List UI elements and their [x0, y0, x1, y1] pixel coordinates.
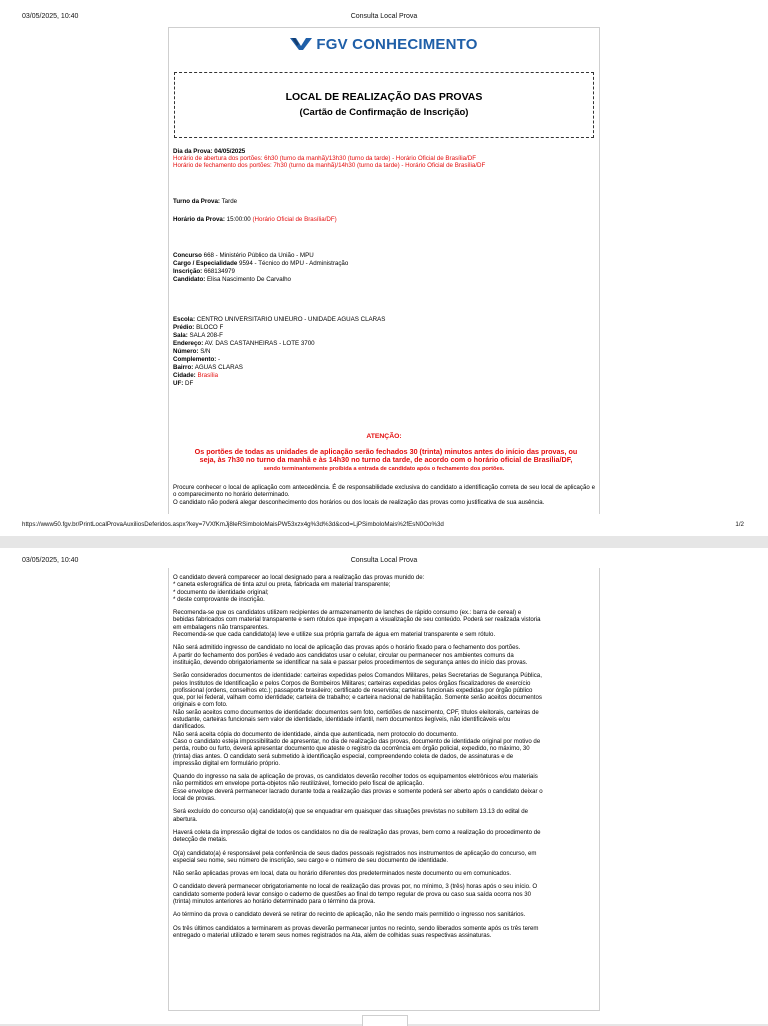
title-box	[174, 72, 594, 138]
page1-notice-paragraph	[173, 484, 595, 506]
gate-opening-time: Horário de abertura dos portões: 6h30 (turno da manhã)/13h30 (turno da tarde) - Horário Oficial de Brasília/DF	[173, 155, 477, 162]
confirmation-card-continued	[168, 568, 600, 1011]
uf-row	[173, 380, 595, 388]
exam-time-label: Horário da Prova:	[173, 216, 225, 223]
attention-line-1: Os portões de todas as unidades de aplicação serão fechados 30 (trinta) minutos antes do início das provas, ou	[194, 447, 578, 456]
page-subtitle: (Cartão de Confirmação de Inscrição)	[299, 107, 469, 118]
escola-row	[173, 316, 595, 324]
candidate-label: Candidato:	[173, 276, 206, 283]
instruction-line: Serão considerados documentos de identidade: carteiras expedidas pelos Comandos Militares, pelas Secretarias de Segurança Pública,	[173, 672, 542, 680]
instruction-line: (trinta) dias antes. O candidato será submetido à identificação especial, compreendendo coleta de dados, de assinaturas e de	[173, 752, 514, 760]
confirmation-card	[168, 27, 600, 514]
escola-value: CENTRO UNIVERSITARIO UNIEURO - UNIDADE AGUAS CLARAS	[196, 316, 386, 323]
predio-label: Prédio:	[173, 324, 195, 331]
instructions-list	[173, 574, 595, 945]
uf-value: DF	[185, 380, 194, 387]
print-header-title: Consulta Local Prova	[350, 13, 418, 20]
attention-line-2: seja, às 7h30 no turno da manhã e às 14h30 no turno da tarde, de acordo com o horário oficial de Brasília/DF,	[199, 455, 573, 465]
numero-label: Número:	[173, 348, 199, 355]
shift-value: Tarde	[221, 198, 238, 205]
numero-value: S/N	[200, 348, 211, 355]
instruction-paragraph	[173, 574, 595, 603]
instruction-line: não permitidos em envelope porta-objetos não reutilizável, fornecido pelo fiscal de aplicação.	[173, 780, 425, 788]
instruction-paragraph	[173, 925, 595, 940]
numero-row	[173, 348, 595, 356]
instruction-paragraph	[173, 672, 595, 767]
instruction-line: Não serão aplicadas provas em local, data ou horário diferentes dos predeterminados neste documento ou em comunicados.	[173, 870, 512, 878]
instruction-paragraph	[173, 609, 595, 638]
sala-label: Sala:	[173, 332, 188, 339]
bairro-row	[173, 364, 595, 372]
instruction-line: Caso o candidato esteja impossibilitado de apresentar, no dia de realização das provas, documento de identidade original por motivo de	[173, 737, 541, 745]
inscricao-row	[173, 268, 595, 276]
candidate-row	[173, 276, 595, 284]
print-header-title: Consulta Local Prova	[350, 557, 418, 564]
page-title: LOCAL DE REALIZAÇÃO DAS PROVAS	[285, 91, 483, 103]
instruction-line: candidato somente poderá levar consigo o caderno de questões ao final do tempo regular de prova ou caso sua saída ocorra nos 30	[173, 890, 532, 898]
instruction-line: O(a) candidato(a) é responsável pela conferência de seus dados pessoais registrados nos instrumentos de aplicação do concurso, em	[173, 849, 537, 857]
concurso-value: 668 - Ministério Público da União - MPU	[203, 252, 314, 259]
sala-value: SALA 208-F	[189, 332, 223, 339]
concurso-row	[173, 252, 595, 260]
concurso-label: Concurso	[173, 252, 202, 259]
bairro-value: AGUAS CLARAS	[194, 364, 243, 371]
attention-title: ATENÇÃO:	[366, 433, 402, 440]
instruction-paragraph	[173, 808, 595, 823]
page1-notice-line: O candidato não poderá alegar desconhecimento dos horários ou dos locais de realização das provas como justificativa de sua	[173, 498, 517, 506]
instruction-paragraph	[173, 644, 595, 666]
uf-label: UF:	[173, 380, 184, 387]
shift-row	[173, 198, 595, 206]
instruction-line: Não será aceita cópia do documento de identidade, ainda que autenticada, nem protocolo do documento.	[173, 730, 458, 738]
instruction-line: danificados.	[173, 723, 206, 731]
instruction-line: A partir do fechamento dos portões é vedado aos candidatos usar o celular, circular ou permanecer nos ambientes comuns da	[173, 651, 514, 659]
page1-notice-line: local de aplicação e o comparecimento no horário determinado.	[173, 484, 595, 499]
endereco-row	[173, 340, 595, 348]
instruction-line: detecção de metais.	[173, 836, 228, 844]
fgv-chevron-logo-icon	[290, 38, 312, 50]
attention-text	[187, 448, 585, 465]
instruction-line: Recomenda-se que cada candidato(a) leve e utilize sua própria garrafa de água em material transparente e sem rótulo.	[173, 631, 496, 639]
instruction-line: entregado o material utilizado e terem seus nomes registrados na Ata, além de colhidas suas respectivas assinaturas.	[173, 931, 492, 939]
gate-closing-time: Horário de fechamento dos portões: 7h30 (turno da manhã)/14h30 (turno da tarde) - Horário Oficial de Brasília/DF	[173, 162, 486, 169]
instruction-line: Haverá coleta da impressão digital de todos os candidatos no dia de realização das provas, bem como a realização do procedimento de	[173, 828, 541, 836]
candidate-value: Elisa Nascimento De Carvalho	[207, 276, 291, 283]
shift-label: Turno da Prova:	[173, 198, 220, 205]
instruction-line: * documento de identidade original;	[173, 588, 269, 596]
instruction-line: Ao término da prova o candidato deverá se retirar do recinto de aplicação, não lhe sendo mais permitido o ingresso nos sanitários.	[173, 911, 526, 919]
instruction-line: Não serão aceitos como documentos de identidade: documentos sem foto, certidões de nascimento, CPF, títulos eleitorais, carteiras de	[173, 708, 539, 716]
instruction-line: local de provas.	[173, 795, 216, 803]
instruction-line: perda, roubo ou furto, deverá apresentar documento que ateste o registro da ocorrência em órgão policial, expedido, no máximo, 30	[173, 745, 530, 753]
instruction-paragraph	[173, 883, 595, 905]
instruction-line: em embalagens não transparentes.	[173, 623, 269, 631]
page-number-tab	[362, 1015, 408, 1026]
instruction-line: * deste comprovante de inscrição.	[173, 595, 265, 603]
instruction-paragraph	[173, 773, 595, 802]
instruction-line: Será excluído do concurso o(a) candidato(a) que se enquadrar em quaisquer das situações previstas no subitem 13.13 do edital de	[173, 808, 529, 816]
instruction-line: que, por lei federal, valham como identidade; carteira de trabalho; e carteira nacional de habilitação. Somente serão aceitos documentos	[173, 694, 542, 702]
instruction-line: Quando do ingresso na sala de aplicação de provas, os candidatos deverão recolher todos os equipamentos eletrônicos e/ou materiais	[173, 773, 538, 781]
exam-day-label: Dia da Prova:	[173, 148, 213, 155]
page1-notice-line: ausência.	[518, 498, 545, 506]
instruction-paragraph	[173, 870, 595, 877]
instruction-paragraph	[173, 829, 595, 844]
instruction-line: Não será admitido ingresso de candidato no local de aplicação das provas após o horário fixado para o fechamento dos portões.	[173, 644, 521, 652]
complemento-row	[173, 356, 595, 364]
instruction-line: especial seu nome, seu número de inscrição, seu cargo e o número de seu documento de identidade.	[173, 856, 449, 864]
instruction-paragraph	[173, 911, 595, 918]
cargo-label: Cargo / Especialidade	[173, 260, 238, 267]
instruction-line: (trinta) minutos anteriores ao horário determinado para o término da prova.	[173, 897, 376, 905]
escola-label: Escola:	[173, 316, 196, 323]
exam-day-value: 04/05/2025	[214, 148, 246, 155]
endereco-label: Endereço:	[173, 340, 204, 347]
complemento-value: -	[218, 356, 221, 363]
instruction-line: instituição, devendo obrigatoriamente se identificar na sala e passar pelos procedimentos de segurança antes do início das provas.	[173, 658, 528, 666]
sala-row	[173, 332, 595, 340]
page1-notice-line: Procure conhecer o local de aplicação com antecedência. É de responsabilidade exclusiva do candidato a identificação correta de seu	[173, 484, 540, 491]
inscricao-label: Inscrição:	[173, 268, 203, 275]
predio-row	[173, 324, 595, 332]
instruction-line: Esse envelope deverá permanecer lacrado durante toda a realização das provas e somente poderá ser aberto após o candidato deixar o	[173, 787, 543, 795]
cidade-value: Brasília	[197, 372, 219, 379]
instruction-line: bebidas fabricados com material transparente e sem rótulos que impeçam a visualização de seu conteúdo. Poderá ser realizada vistoria	[173, 616, 541, 624]
cidade-row	[173, 372, 595, 380]
print-footer-page-number: 1/2	[735, 521, 744, 528]
print-header-datetime: 03/05/2025, 10:40	[22, 557, 79, 564]
cargo-row	[173, 260, 595, 268]
print-page-2	[0, 548, 768, 1024]
endereco-value: AV. DAS CASTANHEIRAS - LOTE 3700	[204, 340, 315, 347]
fgv-logo-text: FGV CONHECIMENTO	[316, 36, 478, 53]
exam-time-value: 15:00:00	[226, 216, 251, 223]
bairro-label: Bairro:	[173, 364, 194, 371]
print-footer-url: https://www50.fgv.br/PrintLocalProvaAuxiliosDeferidos.aspx?key=7VXfKmJj8leRSimboloMaisPW53xzx4g%3d%3d&cod=LjPSimboloMais%2fEsN0Oo%3d	[22, 521, 444, 528]
instruction-paragraph	[173, 850, 595, 865]
instruction-line: impressão digital em formulário próprio.	[173, 759, 281, 767]
instruction-line: originais e com foto.	[173, 701, 228, 709]
exam-time-note: (Horário Oficial de Brasília/DF)	[252, 216, 337, 223]
instruction-line: O candidato deverá permanecer obrigatoriamente no local de realização das provas por, no mínimo, 3 (três) horas após o seu início. O	[173, 883, 538, 891]
instruction-line: * caneta esferográfica de tinta azul ou preta, fabricada em material transparente;	[173, 581, 391, 589]
instruction-line: pelos Institutos de Identificação e pelos Corpos de Bombeiros Militares; carteiras expedidas pelos órgãos fiscalizadores de exercício	[173, 679, 531, 687]
instruction-line: profissional (ordens, conselhos etc.); passaporte brasileiro; certificado de reservista; carteiras funcionais expedidas por órgão público	[173, 686, 533, 694]
fgv-logo	[169, 36, 599, 53]
instruction-line: O candidato deverá comparecer ao local designado para a realização das provas munido de:	[173, 574, 425, 581]
cargo-value: 9594 - Técnico do MPU - Administração	[239, 260, 349, 267]
print-header-datetime: 03/05/2025, 10:40	[22, 13, 79, 20]
instruction-line: Os três últimos candidatos a terminarem as provas deverão permanecer juntos no recinto, sendo liberados somente após os três terem	[173, 924, 539, 932]
instruction-line: estudante, carteiras funcionais sem valor de identidade, identidade infantil, nem documentos ilegíveis, não identificáveis e/ou	[173, 716, 511, 724]
inscricao-value: 668134979	[203, 268, 235, 275]
predio-value: BLOCO F	[196, 324, 224, 331]
cidade-label: Cidade:	[173, 372, 196, 379]
exam-time-row	[173, 216, 595, 224]
instruction-line: abertura.	[173, 815, 198, 823]
complemento-label: Complemento:	[173, 356, 217, 363]
instruction-line: Recomenda-se que os candidatos utilizem recipientes de armazenamento de lanches de rápido consumo (ex.: barra de cereal) e	[173, 609, 522, 617]
attention-line-3: sendo terminantemente proibida a entrada de candidato após o fechamento dos portões.	[263, 466, 505, 472]
